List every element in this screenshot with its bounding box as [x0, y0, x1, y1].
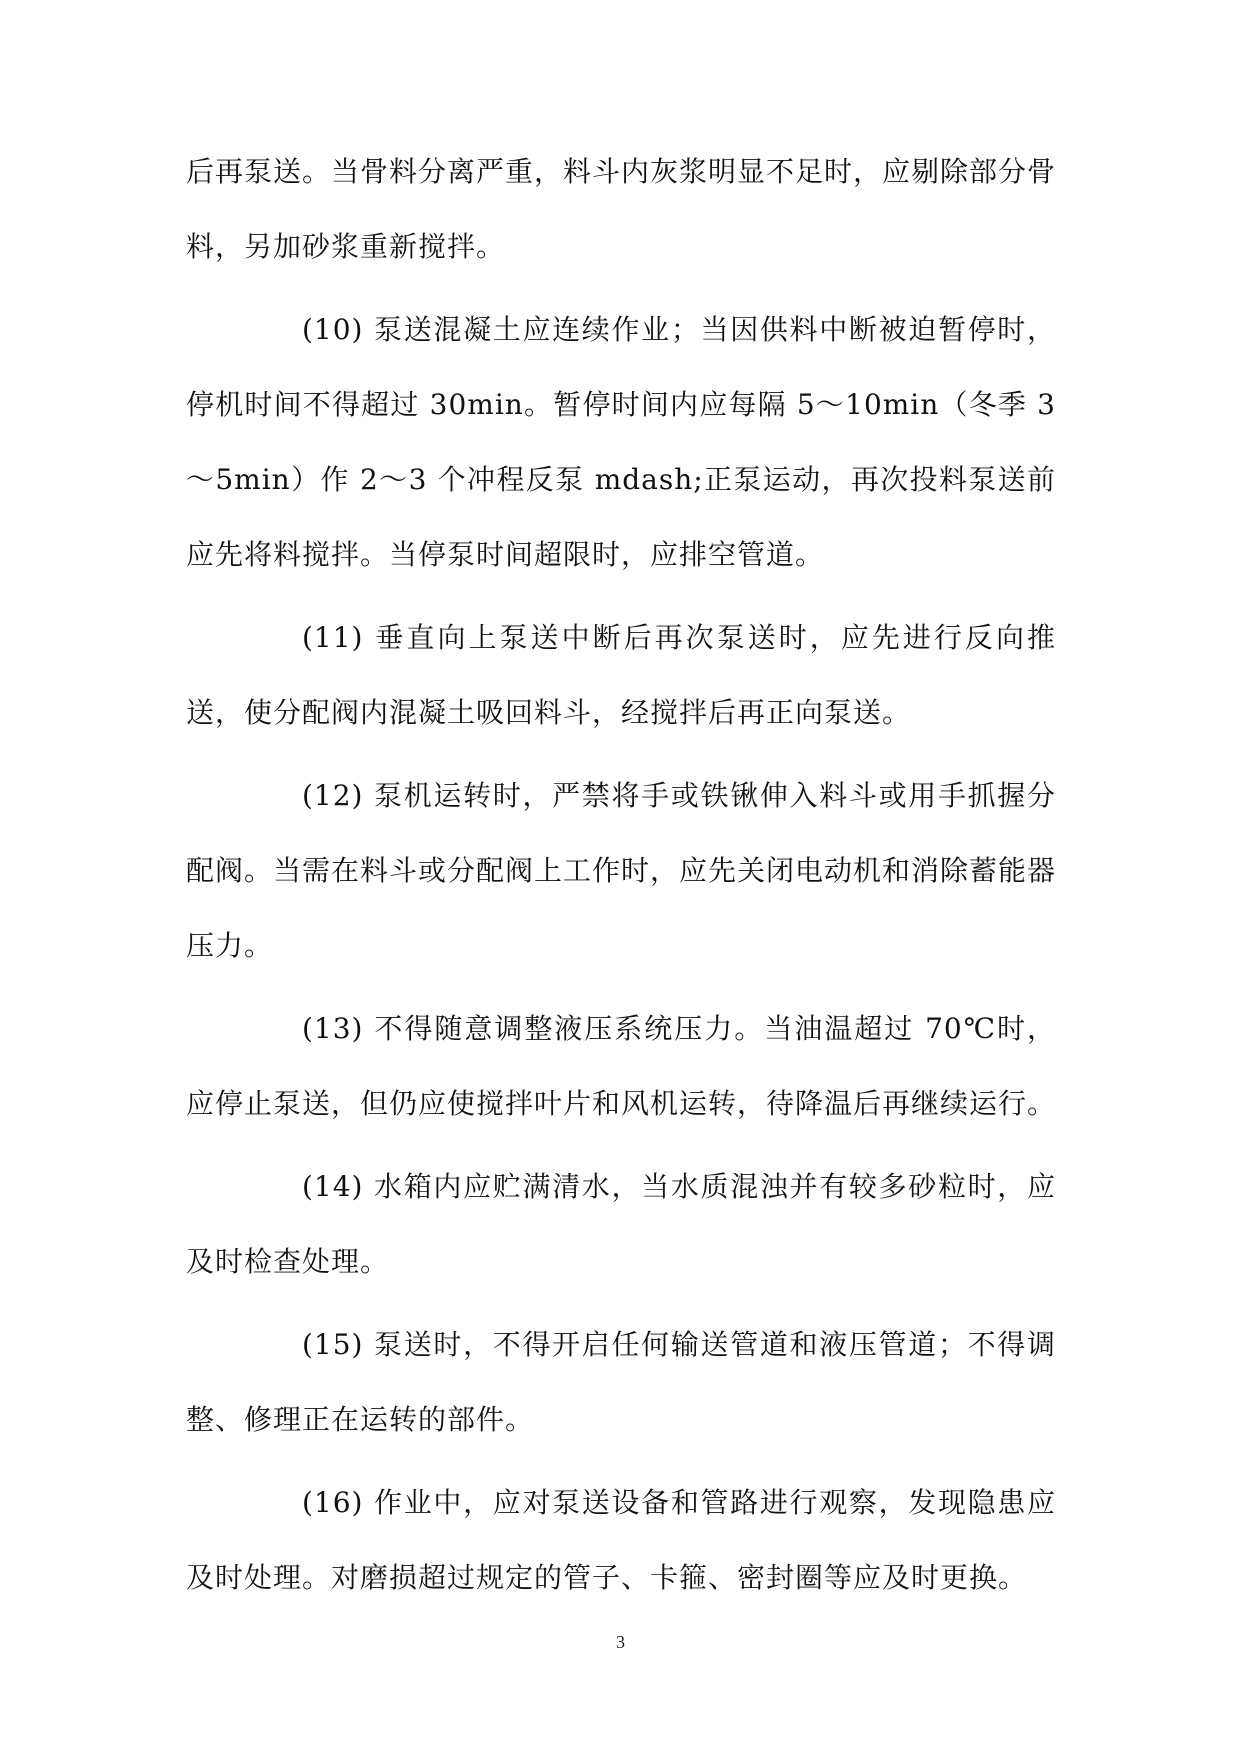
document-body	[186, 134, 1056, 1623]
paragraph-item-12: (12) 泵机运转时，严禁将手或铁锹伸入料斗或用手抓握分配阀。当需在料斗或分配阀上工作时，应先关闭电动机和消除蓄能器压力。	[186, 779, 1057, 962]
paragraph-item-11: (11) 垂直向上泵送中断后再次泵送时，应先进行反向推送，使分配阀内混凝土吸回料斗，经搅拌后再正向泵送。	[186, 621, 1056, 729]
page-number: 3	[616, 1632, 625, 1652]
paragraph-item-10: (10) 泵送混凝土应连续作业；当因供料中断被迫暂停时，停机时间不得超过 30min。暂停时间内应每隔 5～10min（冬季 3～5min）作 2～3 个冲程反泵 mdash;正泵运动，再次投料泵送前应先将料搅拌。当停泵时间超限时，应排空管道。	[186, 313, 1056, 571]
paragraph-item-14: (14) 水箱内应贮满清水，当水质混浊并有较多砂粒时，应及时检查处理。	[186, 1170, 1056, 1278]
paragraph-item-15: (15) 泵送时，不得开启任何输送管道和液压管道；不得调整、修理正在运转的部件。	[186, 1328, 1056, 1436]
paragraph-continued: 后再泵送。当骨料分离严重，料斗内灰浆明显不足时，应剔除部分骨料，另加砂浆重新搅拌。	[186, 155, 1057, 263]
paragraph-item-13: (13) 不得随意调整液压系统压力。当油温超过 70℃时，应停止泵送，但仍应使搅拌叶片和风机运转，待降温后再继续运行。	[186, 1012, 1057, 1120]
paragraph-item-16: (16) 作业中，应对泵送设备和管路进行观察，发现隐患应及时处理。对磨损超过规定的管子、卡箍、密封圈等应及时更换。	[186, 1486, 1056, 1594]
